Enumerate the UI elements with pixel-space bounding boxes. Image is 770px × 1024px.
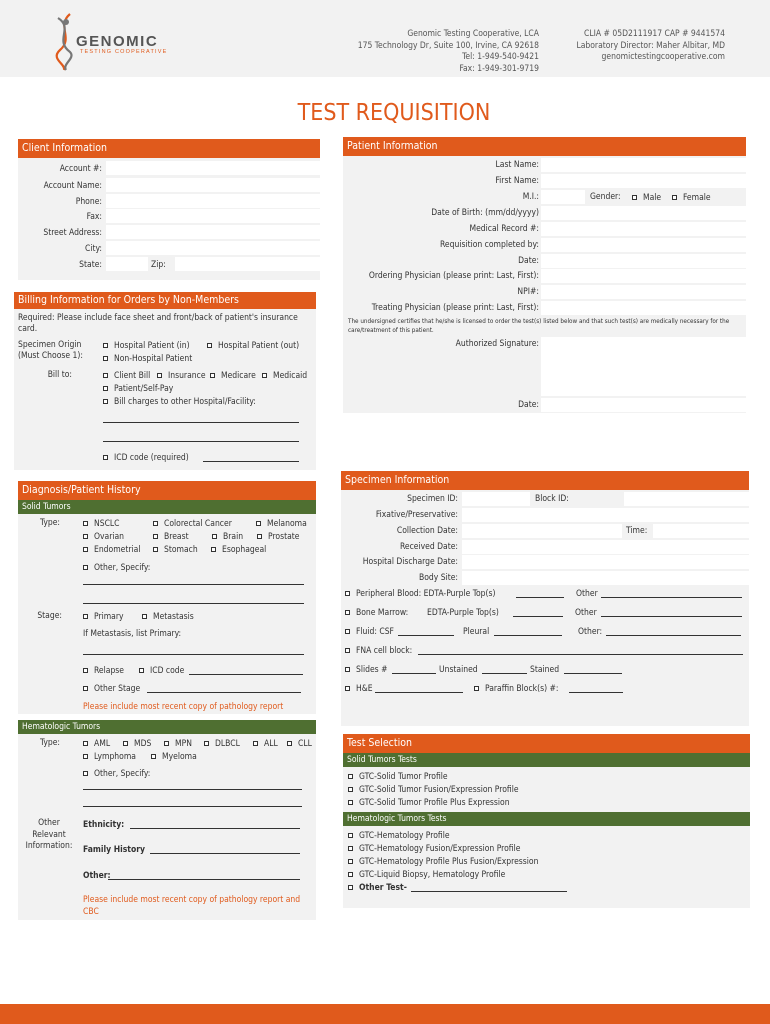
address-line: Tel: 1-949-540-9421 bbox=[462, 52, 539, 62]
option-label: Bill charges to other Hospital/Facility: bbox=[114, 397, 256, 407]
date-field[interactable] bbox=[541, 254, 746, 268]
option-label: Myeloma bbox=[162, 752, 197, 762]
other-specify-line[interactable] bbox=[83, 603, 304, 604]
checkbox-icon bbox=[348, 872, 353, 877]
option-label: Endometrial bbox=[94, 545, 141, 555]
list-primary-label: If Metastasis, list Primary: bbox=[83, 629, 182, 639]
type-other-option[interactable] bbox=[83, 563, 150, 573]
logo-tagline: TESTING COOPERATIVE bbox=[80, 49, 168, 55]
checkbox-icon bbox=[123, 741, 128, 746]
origin-inpatient-option[interactable] bbox=[103, 341, 190, 351]
checkbox-icon bbox=[103, 343, 108, 348]
checkbox-icon bbox=[103, 386, 108, 391]
checkbox-icon bbox=[83, 614, 88, 619]
checkbox-icon bbox=[153, 534, 158, 539]
option-label: DLBCL bbox=[215, 739, 240, 749]
checkbox-icon bbox=[83, 754, 88, 759]
checkbox-icon bbox=[262, 373, 267, 378]
option-label: ICD code bbox=[150, 666, 185, 676]
option-label: ICD code (required) bbox=[114, 453, 189, 463]
other-stage-option[interactable] bbox=[83, 684, 140, 694]
test-solid-fusion-option[interactable] bbox=[348, 785, 519, 795]
certification-text: The undersigned certifies that he/she is licensed to order the test(s) listed below and that such test(s) are medically necessary for the care/treatment of this patient. bbox=[348, 318, 730, 334]
bill-self-pay-option[interactable] bbox=[103, 384, 173, 394]
he-line[interactable] bbox=[375, 692, 463, 693]
completed-by-field[interactable] bbox=[541, 238, 746, 252]
mrn-field[interactable] bbox=[541, 222, 746, 236]
option-label: NSCLC bbox=[94, 519, 120, 529]
mi-label: M.I.: bbox=[522, 192, 539, 202]
other-test-line[interactable] bbox=[411, 891, 567, 892]
billing-note: Required: Please include face sheet and front/back of patient's insurance card. bbox=[18, 313, 298, 334]
npi-field[interactable] bbox=[541, 285, 746, 299]
fluid-other-line[interactable] bbox=[606, 635, 741, 636]
signature-field[interactable] bbox=[541, 337, 746, 396]
checkbox-icon bbox=[103, 373, 108, 378]
bm-edta-label: EDTA-Purple Top(s) bbox=[427, 608, 499, 618]
option-label: Other, Specify: bbox=[94, 769, 151, 779]
npi-label: NPI#: bbox=[517, 287, 539, 297]
heme-subheading: Hematologic Tumors bbox=[18, 720, 316, 734]
option-label: Hospital Patient (in) bbox=[114, 341, 190, 351]
icd-code-line[interactable] bbox=[189, 674, 303, 675]
option-label: Prostate bbox=[268, 532, 300, 542]
option-label: Stomach bbox=[164, 545, 198, 555]
type-esophageal-option[interactable] bbox=[211, 545, 266, 555]
option-label: GTC-Hematology Profile bbox=[359, 831, 450, 841]
gender-male-option[interactable] bbox=[632, 193, 661, 203]
checkbox-icon bbox=[345, 667, 350, 672]
option-label: Fluid: CSF bbox=[356, 627, 394, 637]
heme-mds-option[interactable] bbox=[123, 739, 151, 749]
checkbox-icon bbox=[142, 614, 147, 619]
type-prostate-option[interactable] bbox=[257, 532, 299, 542]
he-option[interactable] bbox=[345, 684, 373, 694]
slides-line[interactable] bbox=[392, 673, 436, 674]
logo-wordmark: GENOMIC bbox=[76, 33, 159, 50]
diagnosis-panel bbox=[18, 481, 316, 714]
city-label: City: bbox=[85, 244, 102, 254]
heme-other-line[interactable] bbox=[83, 806, 302, 807]
test-solid-plus-option[interactable] bbox=[348, 798, 510, 808]
checkbox-icon bbox=[256, 521, 261, 526]
bill-insurance-option[interactable] bbox=[157, 371, 206, 381]
received-date-label: Received Date: bbox=[399, 542, 458, 552]
bone-marrow-option[interactable] bbox=[345, 608, 408, 618]
gender-label: Gender: bbox=[590, 192, 621, 202]
option-label: Client Bill bbox=[114, 371, 151, 381]
other-info-label: Other: bbox=[83, 871, 111, 881]
checkbox-icon bbox=[345, 610, 350, 615]
checkbox-icon bbox=[348, 787, 353, 792]
specimen-id-label: Specimen ID: bbox=[407, 494, 458, 504]
bm-other-label: Other bbox=[575, 608, 597, 618]
checkbox-icon bbox=[348, 774, 353, 779]
state-label: State: bbox=[79, 260, 102, 270]
checkbox-icon bbox=[672, 195, 677, 200]
dob-field[interactable] bbox=[541, 206, 746, 220]
signature-label: Authorized Signature: bbox=[455, 339, 539, 349]
address-line: Fax: 1-949-301-9719 bbox=[459, 63, 539, 74]
address-line: Genomic Testing Cooperative, LCA bbox=[407, 29, 539, 39]
option-label: Other Stage bbox=[94, 684, 141, 694]
checkbox-icon bbox=[348, 800, 353, 805]
specimen-origin-label: Specimen Origin (Must Choose 1): bbox=[18, 340, 83, 361]
option-label: Patient/Self-Pay bbox=[114, 384, 174, 394]
option-label: Other, Specify: bbox=[94, 563, 151, 573]
unstained-line[interactable] bbox=[482, 673, 527, 674]
checkbox-icon bbox=[345, 591, 350, 596]
test-heme-plus-option[interactable] bbox=[348, 857, 538, 867]
dna-logo-icon bbox=[52, 12, 78, 72]
credential-line: CLIA # 05D2111917 CAP # 9441574 bbox=[584, 29, 725, 39]
dob-label: Date of Birth: (mm/dd/yyyy) bbox=[431, 208, 539, 218]
stage-primary-option[interactable] bbox=[83, 612, 124, 622]
ordering-physician-field[interactable] bbox=[541, 269, 746, 283]
origin-nonhospital-option[interactable] bbox=[103, 354, 192, 364]
other-info-line[interactable] bbox=[108, 879, 300, 880]
bill-medicaid-option[interactable] bbox=[262, 371, 307, 381]
option-label: Medicare bbox=[221, 371, 256, 381]
option-label: ALL bbox=[264, 739, 278, 749]
type-stomach-option[interactable] bbox=[153, 545, 198, 555]
checkbox-icon bbox=[345, 629, 350, 634]
option-label: Primary bbox=[94, 612, 124, 622]
stage-label: Stage: bbox=[37, 611, 62, 621]
option-label: H&E bbox=[356, 684, 373, 694]
fax-label: Fax: bbox=[86, 212, 102, 222]
checkbox-icon bbox=[83, 534, 88, 539]
checkbox-icon bbox=[83, 668, 88, 673]
page-header bbox=[0, 0, 770, 77]
option-label: Colorectal Cancer bbox=[164, 519, 232, 529]
collection-date-label: Collection Date: bbox=[396, 526, 458, 536]
fixative-field[interactable] bbox=[462, 508, 749, 522]
option-label: Insurance bbox=[168, 371, 206, 381]
collection-date-field[interactable] bbox=[462, 524, 622, 538]
checkbox-icon bbox=[345, 648, 350, 653]
fluid-csf-option[interactable] bbox=[345, 627, 394, 637]
list-primary-line[interactable] bbox=[83, 654, 304, 655]
checkbox-icon bbox=[157, 373, 162, 378]
option-label: Male bbox=[643, 193, 662, 203]
bill-other-hospital-option[interactable] bbox=[103, 397, 256, 407]
option-label: Relapse bbox=[94, 666, 124, 676]
discharge-date-field[interactable] bbox=[462, 555, 749, 569]
test-other-option[interactable] bbox=[348, 883, 407, 893]
checkbox-icon bbox=[348, 833, 353, 838]
account-name-label: Account Name: bbox=[43, 181, 102, 191]
option-label: Medicaid bbox=[273, 371, 308, 381]
option-label: AML bbox=[94, 739, 111, 749]
solid-tests-subheading: Solid Tumors Tests bbox=[343, 753, 750, 767]
mi-field[interactable] bbox=[541, 190, 585, 204]
origin-outpatient-option[interactable] bbox=[207, 341, 299, 351]
discharge-date-label: Hospital Discharge Date: bbox=[362, 557, 458, 567]
option-label: Metastasis bbox=[153, 612, 194, 622]
stained-line[interactable] bbox=[564, 673, 622, 674]
billing-heading: Billing Information for Orders by Non-Members bbox=[14, 292, 316, 309]
option-label: Esophageal bbox=[222, 545, 267, 555]
option-label: MPN bbox=[175, 739, 192, 749]
heme-lymphoma-option[interactable] bbox=[83, 752, 136, 762]
bm-edta-line[interactable] bbox=[513, 616, 563, 617]
heme-dlbcl-option[interactable] bbox=[204, 739, 240, 749]
checkbox-icon bbox=[153, 521, 158, 526]
slides-option[interactable] bbox=[345, 665, 388, 675]
checkbox-icon bbox=[253, 741, 258, 746]
checkbox-icon bbox=[83, 686, 88, 691]
signature-date-label: Date: bbox=[518, 400, 539, 410]
option-label: GTC-Hematology Profile Plus Fusion/Expression bbox=[359, 857, 539, 867]
phone-label: Phone: bbox=[75, 197, 102, 207]
paraffin-option[interactable] bbox=[474, 684, 558, 694]
test-heading: Test Selection bbox=[343, 734, 750, 753]
checkbox-icon bbox=[153, 547, 158, 552]
option-label: GTC-Solid Tumor Fusion/Expression Profile bbox=[359, 785, 519, 795]
bill-facility-line[interactable] bbox=[103, 422, 299, 423]
type-breast-option[interactable] bbox=[153, 532, 189, 542]
checkbox-icon bbox=[103, 399, 108, 404]
time-label: Time: bbox=[626, 526, 648, 536]
bill-to-label: Bill to: bbox=[47, 370, 72, 380]
page-footer-bar bbox=[0, 1004, 770, 1024]
checkbox-icon bbox=[211, 547, 216, 552]
received-date-field[interactable] bbox=[462, 540, 749, 554]
address-line: 175 Technology Dr, Suite 100, Irvine, CA 92618 bbox=[357, 40, 539, 51]
type-melanoma-option[interactable] bbox=[256, 519, 307, 529]
checkbox-icon bbox=[103, 356, 108, 361]
pb-other-line[interactable] bbox=[601, 597, 742, 598]
bill-client-option[interactable] bbox=[103, 371, 150, 381]
checkbox-icon bbox=[207, 343, 212, 348]
option-label: Ovarian bbox=[94, 532, 125, 542]
icd-code-option[interactable] bbox=[139, 666, 184, 676]
zip-label: Zip: bbox=[151, 260, 166, 270]
state-field[interactable] bbox=[106, 257, 148, 271]
checkbox-icon bbox=[83, 771, 88, 776]
option-label: CLL bbox=[298, 739, 312, 749]
checkbox-icon bbox=[103, 455, 108, 460]
heme-myeloma-option[interactable] bbox=[151, 752, 197, 762]
type-ovarian-option[interactable] bbox=[83, 532, 124, 542]
checkbox-icon bbox=[632, 195, 637, 200]
option-label: Paraffin Block(s) #: bbox=[485, 684, 559, 694]
heme-other-line[interactable] bbox=[83, 789, 302, 790]
other-relevant-label: Other Relevant Information: bbox=[25, 818, 73, 851]
credential-line: Laboratory Director: Maher Albitar, MD bbox=[576, 40, 725, 51]
patient-heading: Patient Information bbox=[343, 137, 746, 156]
test-liquid-biopsy-option[interactable] bbox=[348, 870, 505, 880]
account-name-field[interactable] bbox=[106, 178, 320, 192]
checkbox-icon bbox=[345, 686, 350, 691]
checkbox-icon bbox=[83, 741, 88, 746]
ethnicity-line[interactable] bbox=[130, 828, 300, 829]
heme-cll-option[interactable] bbox=[287, 739, 312, 749]
fixative-label: Fixative/Preservative: bbox=[375, 510, 458, 520]
fna-line[interactable] bbox=[418, 654, 743, 655]
pathology-report-note: Please include most recent copy of pathology report bbox=[83, 702, 284, 712]
paraffin-line[interactable] bbox=[569, 692, 623, 693]
street-field[interactable] bbox=[106, 225, 320, 239]
signature-date-field[interactable] bbox=[541, 398, 746, 412]
option-label: Non-Hospital Patient bbox=[114, 354, 193, 364]
unstained-label: Unstained bbox=[439, 665, 478, 675]
heme-tests-subheading: Hematologic Tumors Tests bbox=[343, 812, 750, 826]
peripheral-blood-option[interactable] bbox=[345, 589, 495, 599]
test-heme-profile-option[interactable] bbox=[348, 831, 450, 841]
heme-other-option[interactable] bbox=[83, 769, 150, 779]
heme-all-option[interactable] bbox=[253, 739, 278, 749]
type-nsclc-option[interactable] bbox=[83, 519, 120, 529]
time-field[interactable] bbox=[653, 524, 749, 538]
street-label: Street Address: bbox=[43, 228, 102, 238]
option-label: GTC-Solid Tumor Profile Plus Expression bbox=[359, 798, 510, 808]
other-stage-line[interactable] bbox=[147, 692, 301, 693]
pb-other-label: Other bbox=[576, 589, 598, 599]
solid-tumors-subheading: Solid Tumors bbox=[18, 500, 316, 514]
checkbox-icon bbox=[287, 741, 292, 746]
stained-label: Stained bbox=[530, 665, 560, 675]
checkbox-icon bbox=[139, 668, 144, 673]
lab-credentials bbox=[576, 29, 725, 64]
checkbox-icon bbox=[348, 859, 353, 864]
client-heading: Client Information bbox=[18, 139, 320, 158]
option-label: MDS bbox=[134, 739, 152, 749]
icd-required-option[interactable] bbox=[103, 453, 189, 463]
bm-other-line[interactable] bbox=[601, 616, 742, 617]
block-id-field[interactable] bbox=[624, 492, 749, 506]
family-history-label: Family History bbox=[83, 845, 145, 855]
pleural-line[interactable] bbox=[494, 635, 562, 636]
checkbox-icon bbox=[83, 565, 88, 570]
last-name-field[interactable] bbox=[541, 158, 746, 172]
bill-facility-line[interactable] bbox=[103, 441, 299, 442]
checkbox-icon bbox=[164, 741, 169, 746]
first-name-field[interactable] bbox=[541, 174, 746, 188]
lab-address bbox=[358, 29, 539, 75]
heme-aml-option[interactable] bbox=[83, 739, 110, 749]
date-label: Date: bbox=[518, 256, 539, 266]
pleural-label: Pleural bbox=[463, 627, 490, 637]
account-number-field[interactable] bbox=[106, 161, 320, 175]
phone-field[interactable] bbox=[106, 194, 320, 208]
option-label: Lymphoma bbox=[94, 752, 136, 762]
option-label: Hospital Patient (out) bbox=[218, 341, 300, 351]
mrn-label: Medical Record #: bbox=[469, 224, 539, 234]
city-field[interactable] bbox=[106, 241, 320, 255]
account-number-label: Account #: bbox=[59, 164, 102, 174]
zip-field[interactable] bbox=[175, 257, 320, 271]
checkbox-icon bbox=[348, 885, 353, 890]
fna-option[interactable] bbox=[345, 646, 412, 656]
pathology-cbc-note: Please include most recent copy of pathology report and CBC bbox=[83, 895, 301, 917]
checkbox-icon bbox=[348, 846, 353, 851]
checkbox-icon bbox=[212, 534, 217, 539]
first-name-label: First Name: bbox=[495, 176, 539, 186]
heme-mpn-option[interactable] bbox=[164, 739, 192, 749]
treating-physician-label: Treating Physician (please print: Last, First): bbox=[371, 303, 539, 313]
option-label: Other Test- bbox=[359, 883, 407, 893]
type-colorectal-option[interactable] bbox=[153, 519, 232, 529]
specimen-id-field[interactable] bbox=[462, 492, 530, 506]
fluid-other-label: Other: bbox=[578, 627, 603, 637]
type-brain-option[interactable]: Brain bbox=[212, 532, 243, 542]
solid-type-label: Type: bbox=[39, 518, 60, 528]
gender-female-option[interactable] bbox=[672, 193, 711, 203]
specimen-heading: Specimen Information bbox=[341, 471, 749, 490]
last-name-label: Last Name: bbox=[495, 160, 539, 170]
option-label: GTC-Solid Tumor Profile bbox=[359, 772, 448, 782]
checkbox-icon bbox=[257, 534, 262, 539]
option-label: FNA cell block: bbox=[356, 646, 413, 656]
body-site-label: Body Site: bbox=[419, 573, 458, 583]
test-heme-fusion-option[interactable] bbox=[348, 844, 520, 854]
csf-line[interactable] bbox=[398, 635, 454, 636]
option-label: Peripheral Blood: EDTA-Purple Top(s) bbox=[356, 589, 496, 599]
option-label: Female bbox=[683, 193, 711, 203]
body-site-field[interactable] bbox=[462, 571, 749, 585]
ethnicity-label: Ethnicity: bbox=[83, 820, 125, 830]
option-label: Melanoma bbox=[267, 519, 307, 529]
fax-field[interactable] bbox=[106, 209, 320, 223]
stage-metastasis-option[interactable] bbox=[142, 612, 194, 622]
icd-required-line[interactable] bbox=[203, 461, 299, 462]
treating-physician-field[interactable] bbox=[541, 301, 746, 315]
option-label: GTC-Hematology Fusion/Expression Profile bbox=[359, 844, 521, 854]
completed-by-label: Requisition completed by: bbox=[440, 240, 539, 250]
block-id-label: Block ID: bbox=[535, 494, 569, 504]
checkbox-icon bbox=[83, 547, 88, 552]
ordering-physician-label: Ordering Physician (please print: Last, First): bbox=[368, 271, 539, 281]
family-history-line[interactable] bbox=[150, 853, 300, 854]
checkbox-icon bbox=[151, 754, 156, 759]
checkbox-icon bbox=[204, 741, 209, 746]
checkbox-icon bbox=[474, 686, 479, 691]
checkbox-icon bbox=[210, 373, 215, 378]
option-label: Bone Marrow: bbox=[356, 608, 409, 618]
bill-medicare-option[interactable] bbox=[210, 371, 256, 381]
test-solid-profile-option[interactable] bbox=[348, 772, 448, 782]
credential-line: genomictestingcooperative.com bbox=[601, 52, 725, 62]
page-title: TEST REQUISITION bbox=[297, 100, 491, 126]
heme-type-label: Type: bbox=[39, 738, 60, 748]
option-label: Slides # bbox=[356, 665, 388, 675]
option-label: Breast bbox=[164, 532, 189, 542]
type-endometrial-option[interactable] bbox=[83, 545, 140, 555]
peripheral-blood-line[interactable] bbox=[516, 597, 564, 598]
relapse-option[interactable] bbox=[83, 666, 124, 676]
checkbox-icon bbox=[83, 521, 88, 526]
other-specify-line[interactable] bbox=[83, 584, 304, 585]
diagnosis-heading: Diagnosis/Patient History bbox=[18, 481, 316, 500]
option-label: GTC-Liquid Biopsy, Hematology Profile bbox=[359, 870, 506, 880]
